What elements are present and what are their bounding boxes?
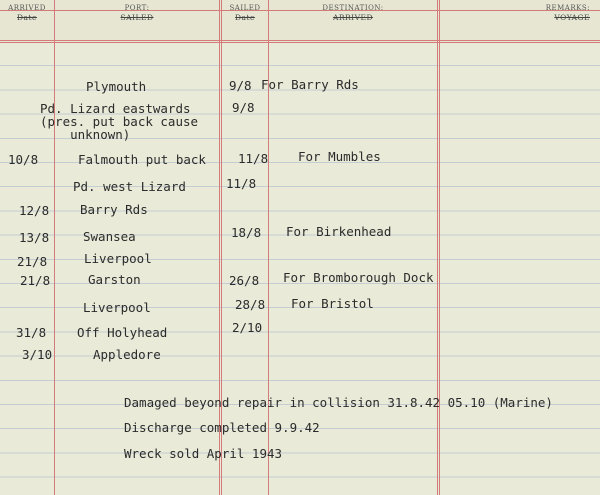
arrived-date: 13/8 bbox=[19, 230, 50, 245]
destination-text: For Bristol bbox=[291, 296, 374, 311]
arrived-date: 21/8 bbox=[20, 273, 51, 288]
destination-text: For Mumbles bbox=[298, 149, 381, 164]
arrived-date: 31/8 bbox=[16, 325, 47, 340]
arrived-date: 3/10 bbox=[22, 347, 53, 362]
header-remarks bbox=[440, 4, 600, 22]
header-port bbox=[56, 4, 218, 22]
note-damaged: Damaged beyond repair in collision 31.8.42 05.10 (Marine) bbox=[124, 395, 553, 410]
header-remarks-title: REMARKS: bbox=[545, 4, 590, 12]
header-bottom-rule bbox=[0, 40, 600, 41]
sailed-date: 9/8 bbox=[229, 78, 252, 93]
port-name: Appledore bbox=[93, 347, 161, 362]
column-rule-destination bbox=[437, 0, 440, 495]
port-name: Liverpool bbox=[83, 300, 151, 315]
header-destination-struck: ARRIVED bbox=[332, 13, 374, 22]
port-name: Pd. west Lizard bbox=[73, 179, 186, 194]
header-sailed bbox=[222, 4, 268, 22]
port-name: Barry Rds bbox=[80, 202, 148, 217]
port-name: Swansea bbox=[83, 229, 136, 244]
header-remarks-struck: VOYAGE bbox=[554, 13, 590, 22]
header-port-struck: SAILED bbox=[120, 13, 154, 22]
port-name: Pd. Lizard eastwards (pres. put back cause unknown) bbox=[40, 101, 199, 142]
header-arrived-struck: Date bbox=[17, 13, 37, 22]
sailed-date: 11/8 bbox=[238, 151, 269, 166]
header-destination-title: DESTINATION: bbox=[322, 4, 384, 12]
note-wreck-sold: Wreck sold April 1943 bbox=[124, 446, 283, 461]
header-arrived-title: ARRIVED bbox=[8, 4, 46, 12]
port-name: Off Holyhead bbox=[77, 325, 168, 340]
header-destination bbox=[270, 4, 436, 22]
destination-text: For Birkenhead bbox=[286, 224, 392, 239]
port-name: Liverpool bbox=[84, 251, 152, 266]
arrived-date: 21/8 bbox=[17, 254, 48, 269]
arrived-date: 12/8 bbox=[19, 203, 50, 218]
header-sailed-title: SAILED bbox=[229, 4, 261, 12]
sailed-date: 11/8 bbox=[226, 176, 257, 191]
sailed-date: 28/8 bbox=[235, 297, 266, 312]
sailed-date: 9/8 bbox=[232, 100, 255, 115]
sailed-date: 26/8 bbox=[229, 273, 260, 288]
port-name: Plymouth bbox=[86, 79, 147, 94]
port-name: Garston bbox=[88, 272, 141, 287]
column-rule-arrived bbox=[54, 0, 55, 495]
header-port-title: PORT: bbox=[124, 4, 150, 12]
destination-text: For Bromborough Dock bbox=[283, 270, 434, 285]
sailed-date: 2/10 bbox=[232, 320, 263, 335]
port-name: Falmouth put back bbox=[78, 152, 206, 167]
sailed-date: 18/8 bbox=[231, 225, 262, 240]
header-arrived bbox=[0, 4, 54, 22]
note-discharge: Discharge completed 9.9.42 bbox=[124, 420, 320, 435]
destination-text: For Barry Rds bbox=[261, 77, 359, 92]
header-bottom-rule-2 bbox=[0, 42, 600, 43]
arrived-date: 10/8 bbox=[8, 152, 39, 167]
header-sailed-struck: Date bbox=[235, 13, 255, 22]
